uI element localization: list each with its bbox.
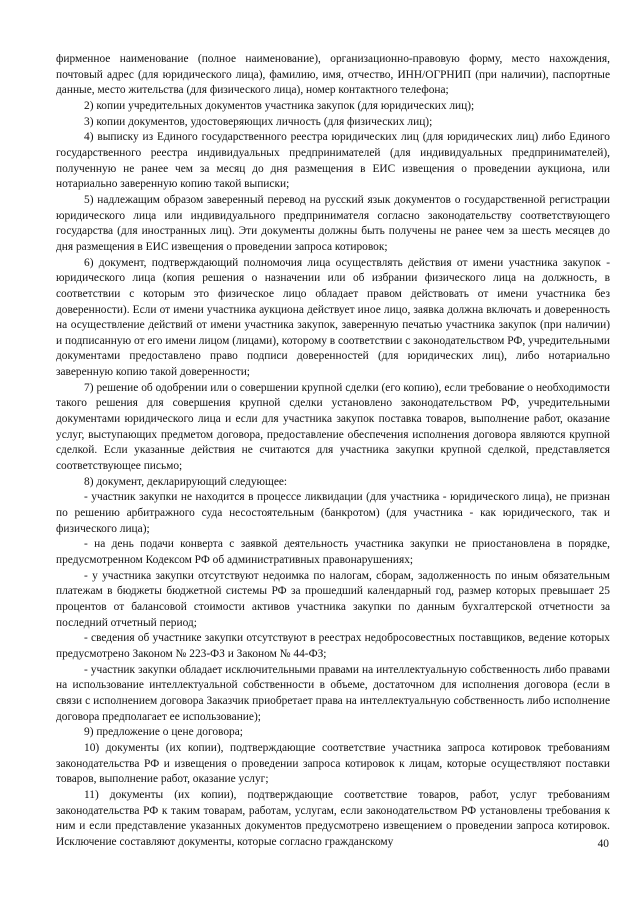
paragraph-requisites-continuation: фирменное наименование (полное наименование), организационно-правовую форму, место нахождения, почтовый адрес (для юридического лица), фамилию, имя, отчество, ИНН/ОГРНИП (при наличии), паспортные данные, место жительства (для физического лица), номер контактного телефона; [56, 53, 610, 97]
page-number: 40 [597, 838, 609, 850]
paragraph-item-11: 11) документы (их копии), подтверждающие соответствие товаров, работ, услуг требованиям законодательства РФ к таким товарам, работам, услугам, если законодательством РФ установлены требования к ним и если представление указанных документов предусмотрено извещением о проведении запроса котировок. Исключение составляют документы, которые согласно гражданскому [56, 788, 610, 848]
paragraph-item-9: 9) предложение о цене договора; [84, 726, 243, 739]
document-body [56, 52, 610, 850]
paragraph-item-2: 2) копии учредительных документов участника закупок (для юридических лиц); [84, 99, 475, 112]
paragraph-item-5: 5) надлежащим образом заверенный перевод на русский язык документов о государственной регистрации юридического лица или индивидуального предпринимателя согласно законодательству соответствующего государства (для иностранных лиц). Эти документы должны быть получены не ранее чем за шесть месяцев до дня размещения в ЕИС извещения о проведении запроса котировок; [56, 193, 610, 253]
paragraph-declaration-liquidation: - участник закупки не находится в процессе ликвидации (для участника - юридического лица), не признан по решению арбитражного суда несостоятельным (банкротом) (для участника - как юридического, так и физического лица); [56, 491, 610, 535]
paragraph-item-6: 6) документ, подтверждающий полномочия лица осуществлять действия от имени участника закупок - юридического лица (копия решения о назначении или об избрании физического лица на должность, в соответствии с которым это физическое лицо обладает правом действовать от имени участника без доверенности). Если от имени участника аукциона действует иное лицо, заявка должна включать и доверенность на осуществление действий от имени участника закупок, заверенную печатью участника закупок (при наличии) и подписанную от его имени лицом (лицами), которому в соответствии с законодательством РФ, учредительными документами предоставлено право подписи доверенностей (для юридических лиц), либо нотариально заверенную копию такой доверенности; [56, 256, 610, 379]
paragraph-item-3: 3) копии документов, удостоверяющих личность (для физических лиц); [84, 115, 433, 128]
paragraph-item-7: 7) решение об одобрении или о совершении крупной сделки (его копию), если требование о необходимости такого решения для совершения крупной сделки установлено законодательством РФ, учредительными документами юридического лица и если для участника закупок поставка товаров, выполнение работ, оказание услуг, выступающих предметом договора, предоставление обеспечения исполнения договора являются крупной сделкой. Если указанные действия не считаются для участника закупки крупной сделкой, представляется соответствующее письмо; [56, 381, 610, 473]
paragraph-item-4: 4) выписку из Единого государственного реестра юридических лиц (для юридических лиц) либо Единого государственного реестра индивидуальных предпринимателей (для индивидуальных предпринимателей), полученную не ранее чем за месяц до дня размещения в ЕИС извещения о проведении аукциона, или нотариально заверенную копию такой выписки; [56, 131, 610, 191]
paragraph-declaration-registry: - сведения об участнике закупки отсутствуют в реестрах недобросовестных поставщиков, ведение которых предусмотрено Законом № 223-ФЗ и Законом № 44-ФЗ; [56, 632, 610, 660]
paragraph-declaration-arrears: - у участника закупки отсутствуют недоимка по налогам, сборам, задолженность по иным обязательным платежам в бюджеты бюджетной системы РФ за прошедший календарный год, размер которых превышает 25 процентов от балансовой стоимости активов участника закупки по данным бухгалтерской отчетности за последний отчетный период; [56, 569, 610, 629]
paragraph-item-8: 8) документ, декларирующий следующее: [84, 475, 288, 488]
paragraph-declaration-suspension: - на день подачи конверта с заявкой деятельность участника закупки не приостановлена в порядке, предусмотренном Кодексом РФ об административных правонарушениях; [56, 538, 610, 566]
paragraph-item-10: 10) документы (их копии), подтверждающие соответствие участника запроса котировок требованиям законодательства РФ и извещения о проведении запроса котировок к лицам, которые осуществляют поставки товаров, выполнение работ, оказание услуг; [56, 741, 610, 786]
paragraph-declaration-ip-rights: - участник закупки обладает исключительными правами на интеллектуальную собственность либо правами на использование интеллектуальной собственности в объеме, достаточном для исполнения договора (если в связи с исполнением договора Заказчик приобретает права на интеллектуальную собственность либо исполнение договора предполагает ее использование); [56, 663, 610, 723]
